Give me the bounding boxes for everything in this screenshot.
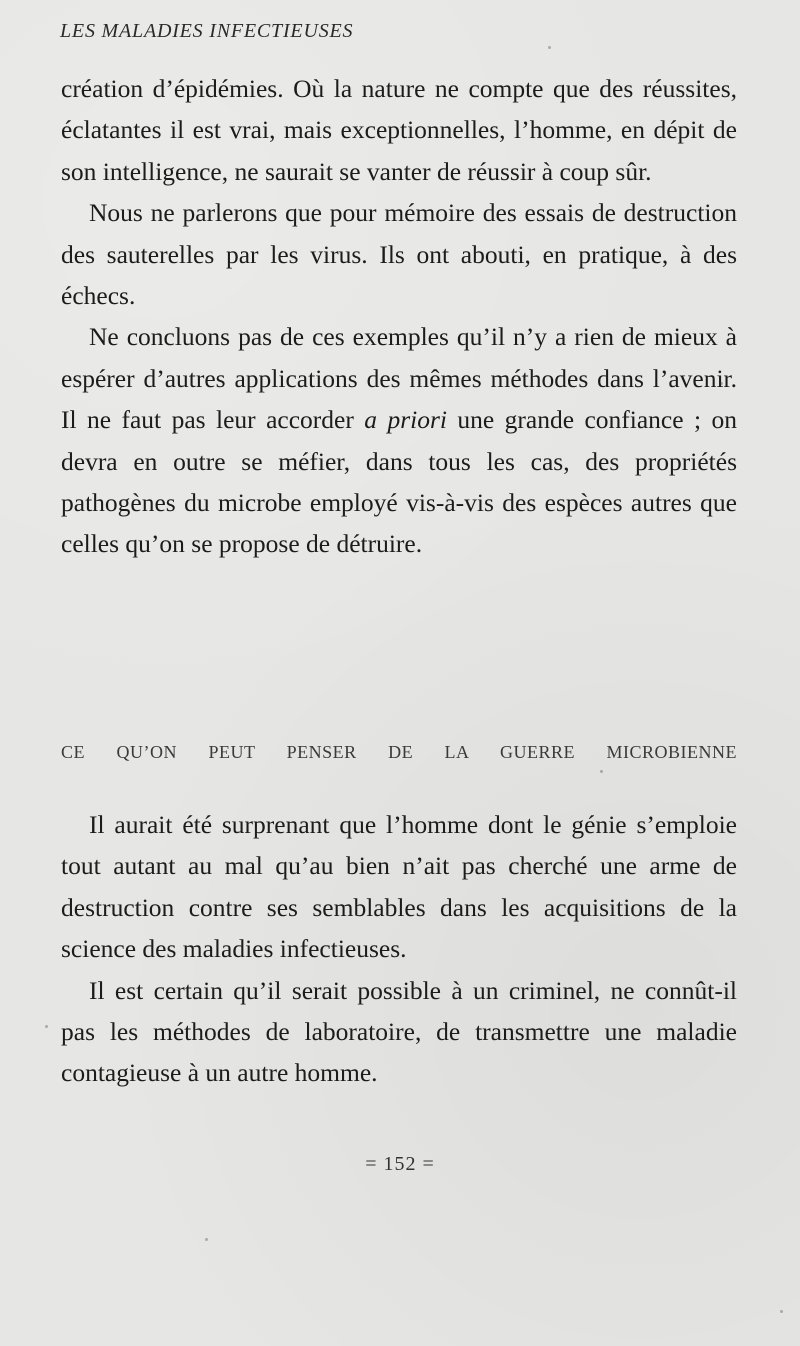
paper-speck: [45, 1025, 48, 1028]
paper-speck: [600, 770, 603, 773]
paper-speck: [720, 382, 723, 385]
paper-speck: [205, 1238, 208, 1241]
text-block-bottom: [61, 804, 737, 1094]
italic-a-priori: a priori: [364, 405, 447, 435]
paper-speck: [548, 46, 551, 49]
page-number: = 152 =: [365, 1153, 435, 1175]
text-block-top: [61, 68, 737, 565]
paragraph-conclusion-part1: Ne concluons pas de ces exemples qu’il n’y a rien de mieux à espérer d’autres applications des mêmes méthodes dans l’avenir. Il ne faut pas leur accorder: [61, 322, 737, 435]
running-head: LES MALADIES INFECTIEUSES: [60, 20, 354, 42]
paper-speck: [780, 1310, 783, 1313]
paragraph-sauterelles: Nous ne parlerons que pour mémoire des essais de destruction des sauterelles par les virus. Ils ont abouti, en pratique, à des échecs.: [61, 198, 737, 311]
paragraph-conclusion-part2: une grande confiance ; on devra en outre se méfier, dans tous les cas, des propriétés pathogènes du microbe employé vis-à-vis des espèces autres que celles qu’on se propose de détruire.: [61, 405, 737, 559]
paragraph-surprenant: Il aurait été surprenant que l’homme dont le génie s’emploie tout autant au mal qu’au bien n’ait pas cherché une arme de destruction contre ses semblables dans les acquisitions de la science des maladies infectieuses.: [61, 810, 737, 964]
paragraph-continued: création d’épidémies. Où la nature ne compte que des réussites, éclatantes il est vrai, mais exceptionnelles, l’homme, en dépit de son intelligence, ne saurait se vanter de réussir à coup sûr.: [61, 74, 737, 186]
paragraph-criminel: Il est certain qu’il serait possible à un criminel, ne connût-il pas les méthodes de laboratoire, de transmettre une maladie contagieuse à un autre homme.: [61, 975, 737, 1088]
section-title: CE QU’ON PEUT PENSER DE LA GUERRE MICROBIENNE: [61, 742, 737, 762]
paragraph-conclusion: [61, 316, 737, 564]
